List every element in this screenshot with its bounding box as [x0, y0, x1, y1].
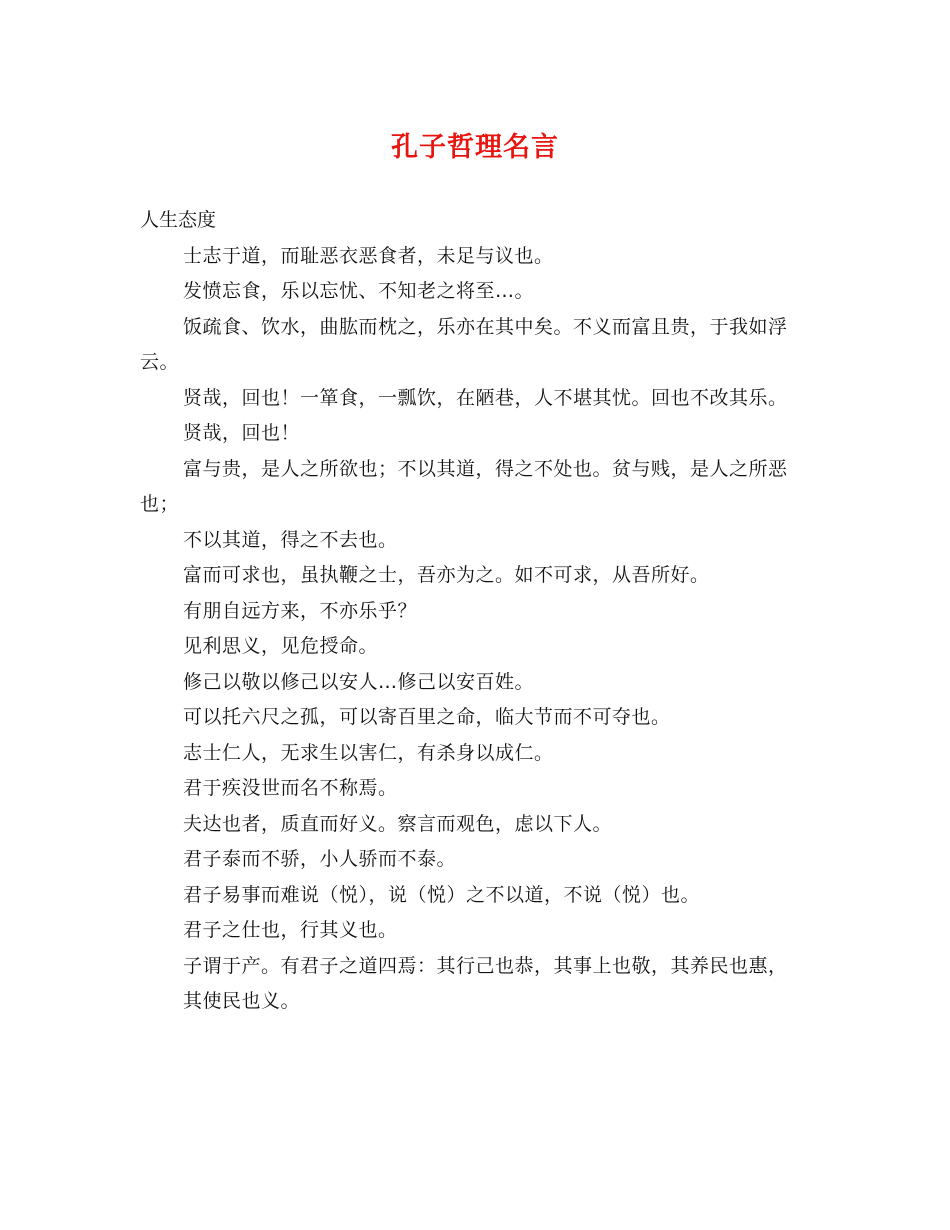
paragraph: 可以托六尺之孤，可以寄百里之命，临大节而不可夺也。 [183, 706, 671, 728]
paragraph: 夫达也者，质直而好义。察言而观色，虑以下人。 [183, 812, 613, 835]
paragraph: 贤哉，回也！ [183, 422, 301, 444]
paragraph: 君子易事而难说（悦），说（悦）之不以道，不说（悦）也。 [183, 883, 701, 906]
paragraph: 士志于道，而耻恶衣恶食者，未足与议也。 [183, 244, 554, 267]
document-title: 孔子哲理名言 [391, 132, 559, 163]
document-body [140, 203, 812, 1020]
paragraph: 君子泰而不骄，小人骄而不泰。 [183, 848, 457, 870]
paragraph: 发愤忘食，乐以忘忧、不知老之将至…。 [183, 280, 535, 302]
paragraph: 修己以敬以修己以安人…修己以安百姓。 [183, 670, 535, 693]
paragraph: 富而可求也，虽执鞭之士，吾亦为之。如不可求，从吾所好。 [183, 564, 710, 586]
paragraph: 富与贵，是人之所欲也；不以其道，得之不处也。贫与贱，是人之所恶也； [140, 457, 788, 515]
paragraph: 不以其道，得之不去也。 [183, 528, 398, 551]
paragraph: 贤哉，回也！一箪食，一瓢饮，在陋巷，人不堪其忧。回也不改其乐。 [183, 386, 788, 409]
paragraph: 有朋自远方来，不亦乐乎？ [183, 599, 418, 622]
paragraph: 君子之仕也，行其义也。 [183, 919, 398, 941]
paragraph: 其使民也义。 [183, 990, 301, 1012]
paragraph: 志士仁人，无求生以害仁，有杀身以成仁。 [183, 741, 554, 764]
paragraph: 子谓于产。有君子之道四焉：其行己也恭，其事上也敬，其养民也惠， [183, 954, 788, 977]
section-heading: 人生态度 [140, 209, 217, 231]
paragraph: 君于疾没世而名不称焉。 [183, 777, 398, 799]
paragraph: 饭疏食、饮水，曲肱而枕之，乐亦在其中矣。不义而富且贵，于我如浮云。 [140, 315, 788, 373]
paragraph: 见利思义，见危授命。 [183, 635, 379, 657]
